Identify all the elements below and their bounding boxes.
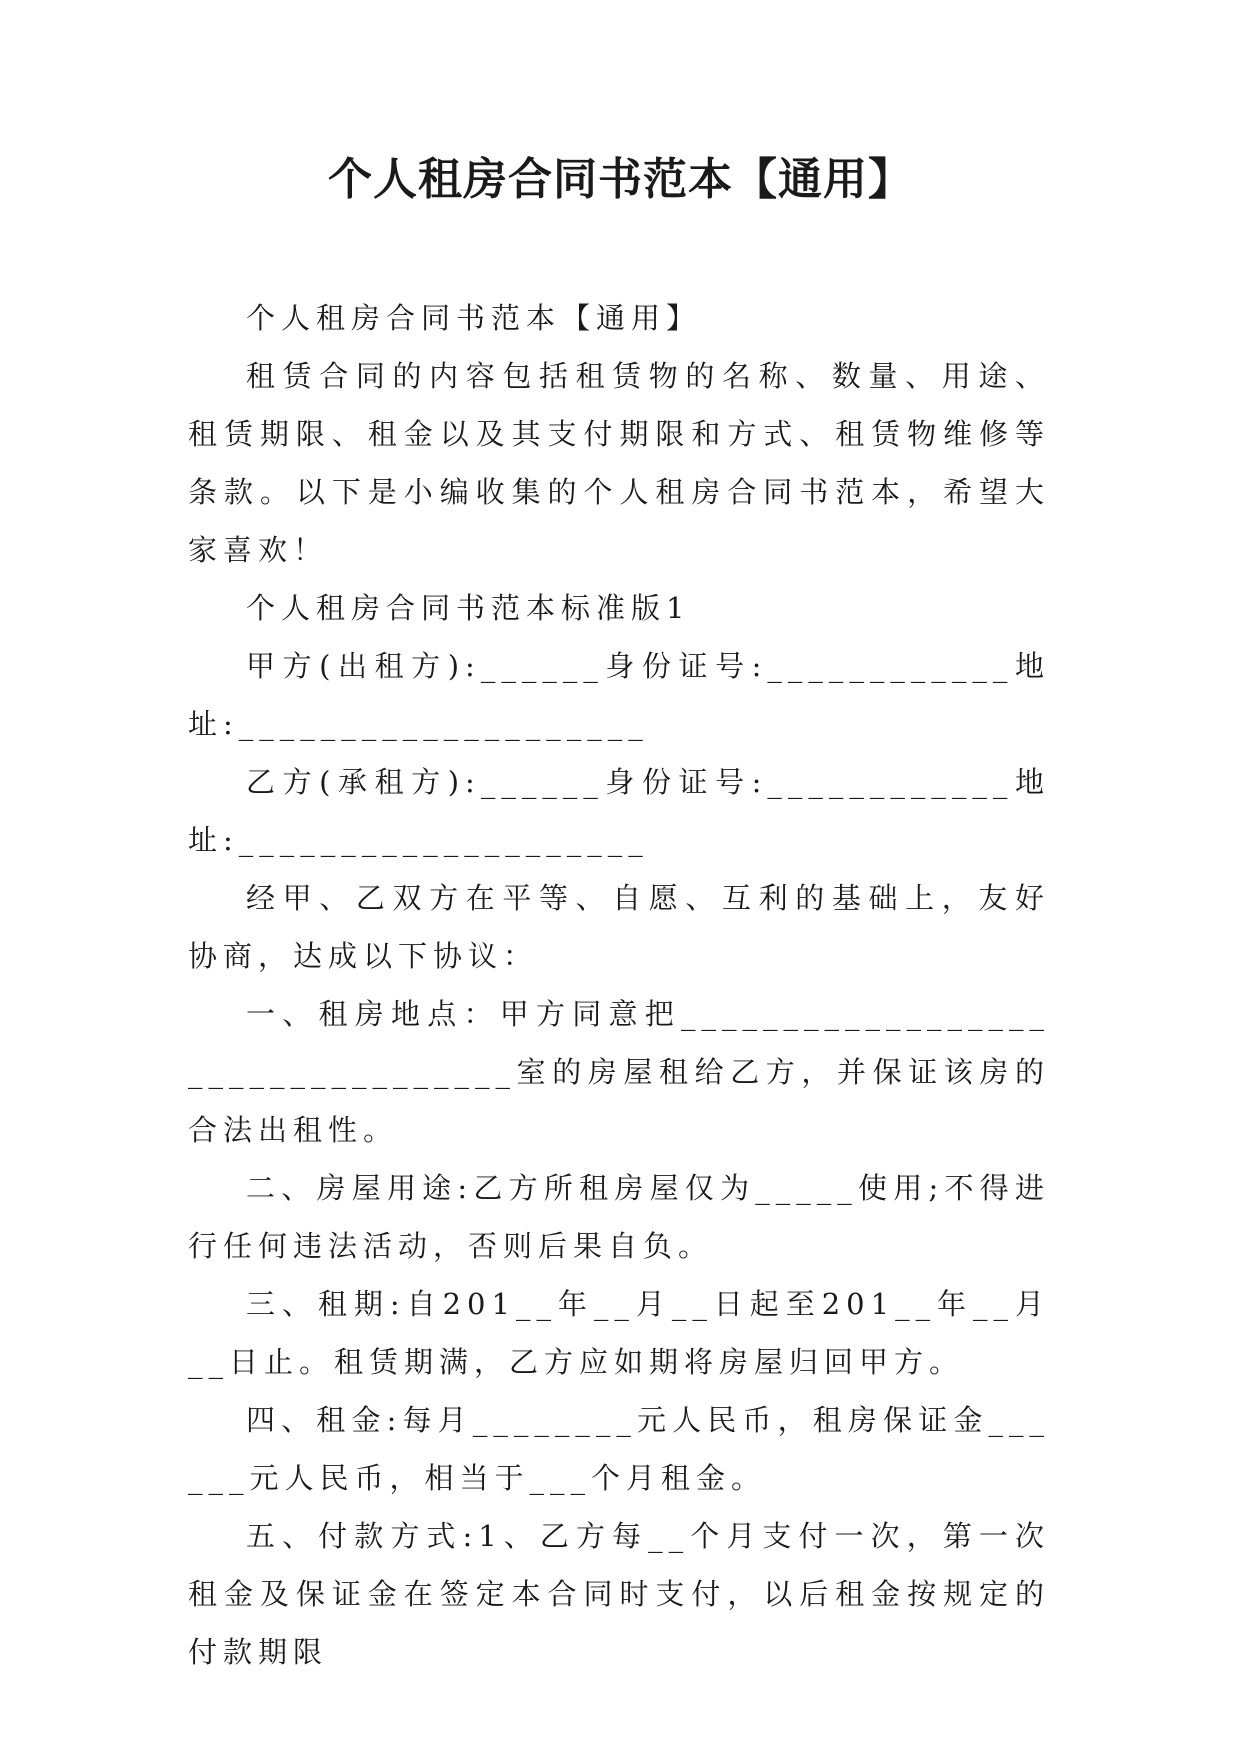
document-title: 个人租房合同书范本【通用】: [328, 154, 913, 205]
paragraph-clause-1: 一、租房地点：甲方同意把__________________________________室的房屋租给乙方，并保证该房的合法出租性。: [188, 997, 1050, 1147]
paragraph-agreement: 经甲、乙双方在平等、自愿、互利的基础上，友好协商，达成以下协议：: [188, 881, 1050, 973]
paragraph-party-b: 乙方(承租方):______身份证号:____________地址:____________________: [188, 765, 1050, 857]
paragraph-clause-2: 二、房屋用途:乙方所租房屋仅为_____使用;不得进行任何违法活动，否则后果自负。: [188, 1171, 1050, 1263]
paragraph-clause-4: 四、租金:每月________元人民币，租房保证金______元人民币，相当于___个月租金。: [188, 1403, 1050, 1495]
paragraph-clause-5: 五、付款方式:1、乙方每__个月支付一次，第一次租金及保证金在签定本合同时支付，以后租金按规定的付款期限: [188, 1519, 1050, 1669]
paragraph-intro: 租赁合同的内容包括租赁物的名称、数量、用途、租赁期限、租金以及其支付期限和方式、租赁物维修等条款。以下是小编收集的个人租房合同书范本，希望大家喜欢！: [188, 359, 1050, 567]
paragraph-party-a: 甲方(出租方):______身份证号:____________地址:____________________: [188, 649, 1050, 741]
paragraph-heading-repeat: 个人租房合同书范本【通用】: [246, 301, 702, 335]
paragraph-clause-3: 三、租期:自201__年__月__日起至201__年__月__日止。租赁期满，乙方应如期将房屋归回甲方。: [188, 1287, 1050, 1379]
document-body: [188, 289, 1050, 1681]
paragraph-version: 个人租房合同书范本标准版1: [246, 591, 691, 625]
